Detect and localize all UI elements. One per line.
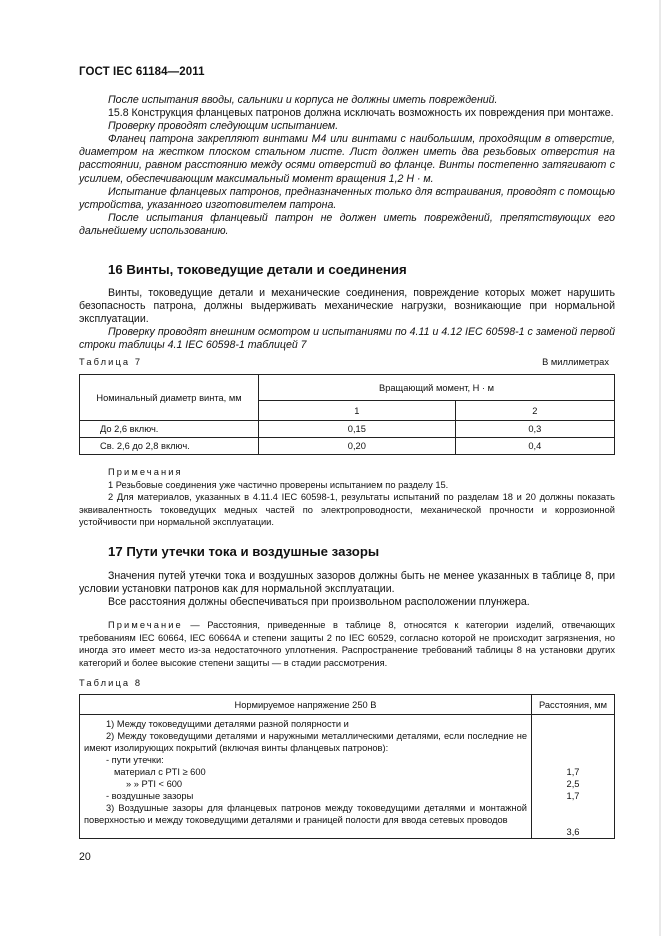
- note: 2 Для материалов, указанных в 4.11.4 IEC 60598-1, результаты испытаний по разделам 18 и 20 должны показать эквивалентность токоведущих медных частей по электропроводности, механической прочности и коррозионной устойчивости при нормальной эксплуатации.: [79, 492, 615, 527]
- table-row: [80, 438, 615, 455]
- paragraph: Фланец патрона закрепляют винтами М4 или винтами с наибольшим, проходящим в отверстие, диаметром на жестком плоском стальном листе. Лист должен иметь два резьбовых отверстия на расстоянии, равном расстоянию между осями отверстий во фланце. Винты постепенно затягивают с усилием, обеспечивающим максимальный момент вращения 1,2 Н · м.: [79, 133, 615, 185]
- table-header: Нормируемое напряжение 250 В: [80, 695, 532, 715]
- table-value: 1,7: [566, 791, 580, 801]
- table-row: [80, 715, 615, 839]
- table-line: » » PTI < 600: [126, 779, 183, 789]
- table-header: 1: [259, 401, 456, 421]
- note-label: Примечание: [108, 620, 183, 630]
- paragraph: Испытание фланцевых патронов, предназначенных только для встраивания, проводят с помощью устройства, указанного изготовителем патрона.: [79, 185, 615, 211]
- table-7-unit: В миллиметрах: [542, 357, 609, 367]
- section-16-title: 16 Винты, токоведущие детали и соединения: [108, 262, 407, 277]
- table-line: 2) Между токоведущими деталями и наружными металлическими деталями, если последние не имеют изолирующих покрытий (включая винты фланцевых патронов):: [84, 731, 527, 753]
- table-cell: [532, 715, 615, 839]
- table-cell: До 2,6 включ.: [80, 421, 259, 438]
- table-8: [79, 694, 615, 839]
- table-value: 2,5: [566, 779, 580, 789]
- paragraph: Винты, токоведущие детали и механические соединения, повреждение которых может нарушить безопасность патрона, должны выдерживать механические нагрузки, возникающие при нормальной эксплуатации.: [79, 287, 615, 326]
- table-cell: 0,20: [259, 438, 456, 455]
- table-7-notes: [79, 466, 615, 529]
- note: [79, 619, 615, 669]
- table-line: 3) Воздушные зазоры для фланцевых патронов между токоведущими деталями и монтажной поверхностью и между токоведущими деталями и границей полости для ввода сетевых проводов: [84, 803, 527, 825]
- table-line: 1) Между токоведущими деталями разной полярности и: [106, 719, 349, 729]
- table-line: - пути утечки:: [106, 755, 164, 765]
- table-line: - воздушные зазоры: [106, 791, 194, 801]
- notes-title: Примечания: [108, 467, 183, 477]
- table-cell: [80, 715, 532, 839]
- table-value: 1,7: [566, 767, 580, 777]
- note-text: — Расстояния, приведенные в таблице 8, относятся к категории изделий, отвечающих требованиям IEC 60664, IEC 60664A и степени защиты 2 по IEC 60529, согласно которой не происходит загрязнения, но иногда это имеет место из-за недостаточного уплотнения. Распространение требований таблицы 8 на установки других категорий и более высокие степени защиты — в стадии рассмотрения.: [79, 620, 615, 668]
- table-cell: Св. 2,6 до 2,8 включ.: [80, 438, 259, 455]
- document-header: ГОСТ IEC 61184—2011: [79, 66, 205, 78]
- table-header: 2: [455, 401, 614, 421]
- note: 1 Резьбовые соединения уже частично проверены испытанием по разделу 15.: [108, 479, 449, 490]
- table-cell: 0,15: [259, 421, 456, 438]
- section-17-body: [79, 570, 615, 609]
- paragraph: После испытания вводы, сальники и корпуса не должны иметь повреждений.: [108, 94, 498, 106]
- paragraph: 15.8 Конструкция фланцевых патронов должна исключать возможность их повреждения при монтаже.: [108, 107, 614, 120]
- table-7-caption: Таблица 7: [79, 357, 143, 367]
- paragraph: После испытания фланцевый патрон не должен иметь повреждений, препятствующих его дальнейшему использованию.: [79, 211, 615, 237]
- table-value: 3,6: [566, 827, 580, 837]
- table-cell: 0,3: [455, 421, 614, 438]
- table-row: [80, 421, 615, 438]
- table-header: Расстояния, мм: [532, 695, 615, 715]
- section-17-title: 17 Пути утечки тока и воздушные зазоры: [108, 544, 380, 559]
- table-cell: 0,4: [455, 438, 614, 455]
- section-17-note: [79, 619, 615, 669]
- section-16-body: [79, 287, 615, 352]
- paragraph: Проверку проводят внешним осмотром и испытаниями по 4.11 и 4.12 IEC 60598-1 с заменой первой строки таблицы 4.1 IEC 60598-1 таблицей 7: [79, 326, 615, 352]
- table-line: материал с PTI ≥ 600: [114, 767, 206, 777]
- table-header: Вращающий момент, Н · м: [259, 375, 615, 401]
- clause-15-continuation: [79, 94, 615, 238]
- table-7: [79, 374, 615, 455]
- paragraph: Значения путей утечки тока и воздушных зазоров должны быть не менее указанных в таблице 8, при условии установки патронов как для нормальной эксплуатации.: [79, 570, 615, 596]
- page-number: 20: [79, 851, 91, 863]
- paragraph: Проверку проводят следующим испытанием.: [108, 120, 339, 133]
- paragraph: Все расстояния должны обеспечиваться при произвольном расположении плунжера.: [108, 596, 530, 609]
- table-header: Номинальный диаметр винта, мм: [80, 375, 259, 421]
- table-8-caption: Таблица 8: [79, 678, 143, 688]
